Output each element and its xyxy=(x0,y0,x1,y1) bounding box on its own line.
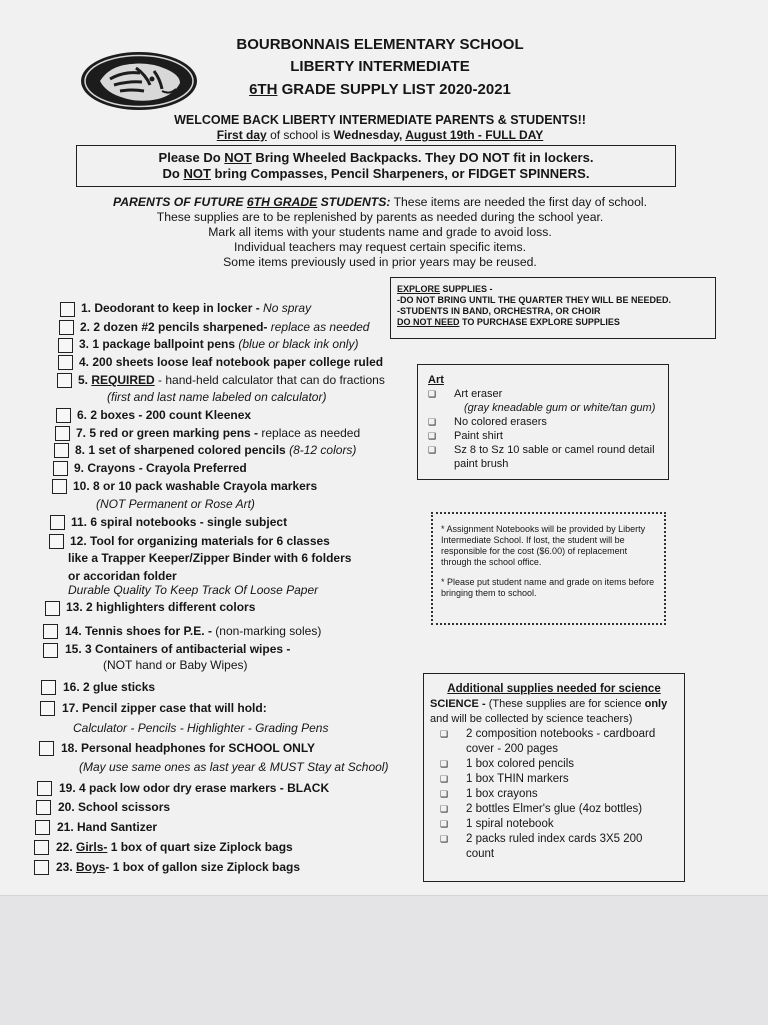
explore-line: DO NOT NEED xyxy=(397,317,460,327)
list-item-note: or accoridan folder xyxy=(68,569,177,583)
parents-lead: STUDENTS: xyxy=(317,195,391,209)
list-item: 21. Hand Santizer xyxy=(57,820,158,834)
checkbox[interactable] xyxy=(58,338,73,353)
parents-text: Individual teachers may request certain specific items. xyxy=(234,240,526,254)
warning-text: Do xyxy=(162,166,184,181)
science-supplies-box xyxy=(423,673,685,882)
warning-text: Bring Wheeled Backpacks. They DO NOT fit in lockers. xyxy=(251,150,594,165)
list-item: 15. 3 Containers of antibacterial wipes - xyxy=(65,642,291,656)
list-item-note: (first and last name labeled on calculator) xyxy=(107,390,327,404)
list-item-note: (May use same ones as last year & MUST Stay at School) xyxy=(79,760,389,774)
warning-text: Please Do xyxy=(158,150,225,165)
science-item: ❑ 1 spiral notebook xyxy=(440,818,554,830)
checkbox[interactable] xyxy=(39,741,54,756)
checkbox[interactable] xyxy=(35,820,50,835)
art-item: ❑ Sz 8 to Sz 10 sable or camel round detail xyxy=(428,444,655,456)
checkbox-bullet-icon: ❑ xyxy=(428,417,437,427)
checkbox-bullet-icon: ❑ xyxy=(440,804,449,814)
checkbox[interactable] xyxy=(43,624,58,639)
science-title: Additional supplies needed for science xyxy=(447,683,661,695)
checkbox[interactable] xyxy=(56,408,71,423)
first-day-date: August 19th - FULL DAY xyxy=(405,128,544,142)
checkbox-bullet-icon: ❑ xyxy=(440,774,449,784)
science-note: and will be collected by science teachers) xyxy=(430,713,633,725)
checkbox[interactable] xyxy=(43,643,58,658)
explore-line: -DO NOT BRING UNTIL THE QUARTER THEY WILL BE NEEDED. xyxy=(397,295,672,305)
checkbox[interactable] xyxy=(59,320,74,335)
list-item: 12. Tool for organizing materials for 6 classes xyxy=(70,534,330,548)
checkbox[interactable] xyxy=(55,426,70,441)
checkbox[interactable] xyxy=(45,601,60,616)
grade-label: 6TH xyxy=(249,81,278,98)
list-item: 23. Boys- 1 box of gallon size Ziplock bags xyxy=(56,860,301,874)
list-item-note: Calculator - Pencils - Highlighter - Grading Pens xyxy=(73,721,329,735)
checkbox[interactable] xyxy=(34,840,49,855)
warning-not: NOT xyxy=(224,150,252,165)
list-item-note: (NOT Permanent or Rose Art) xyxy=(96,497,255,511)
checkbox[interactable] xyxy=(37,781,52,796)
list-item-note: like a Trapper Keeper/Zipper Binder with 6 folders xyxy=(68,551,352,565)
checkbox[interactable] xyxy=(60,302,75,317)
checkbox-bullet-icon: ❑ xyxy=(440,819,449,829)
notes-box xyxy=(431,512,666,625)
science-item: ❑ 1 box THIN markers xyxy=(440,773,569,785)
list-item: 14. Tennis shoes for P.E. - (non-marking soles) xyxy=(65,624,322,638)
checkbox[interactable] xyxy=(54,443,69,458)
checkbox[interactable] xyxy=(49,534,64,549)
building-name: LIBERTY INTERMEDIATE xyxy=(290,58,470,75)
art-item: ❑ No colored erasers xyxy=(428,416,547,428)
science-item: count xyxy=(466,848,495,860)
checkbox[interactable] xyxy=(34,860,49,875)
checkbox-bullet-icon: ❑ xyxy=(440,759,449,769)
warning-box xyxy=(76,145,676,187)
checkbox-bullet-icon: ❑ xyxy=(440,789,449,799)
explore-title: EXPLORE xyxy=(397,284,441,294)
science-item: ❑ 1 box crayons xyxy=(440,788,538,800)
checkbox-bullet-icon: ❑ xyxy=(440,729,449,739)
list-item: 10. 8 or 10 pack washable Crayola markers xyxy=(73,479,318,493)
checkbox-bullet-icon: ❑ xyxy=(428,431,437,441)
science-note: (These supplies are for science xyxy=(488,698,645,710)
list-item: 16. 2 glue sticks xyxy=(63,680,156,694)
parents-text: Some items previously used in prior years may be reused. xyxy=(223,255,537,269)
checkbox-bullet-icon: ❑ xyxy=(428,389,437,399)
art-item: ❑ Paint shirt xyxy=(428,430,503,442)
table-surface xyxy=(0,895,768,1025)
list-title-text: GRADE SUPPLY LIST 2020-2021 xyxy=(281,81,511,98)
art-item: paint brush xyxy=(454,458,509,470)
checkbox[interactable] xyxy=(52,479,67,494)
list-item: 18. Personal headphones for SCHOOL ONLY xyxy=(61,741,316,755)
science-item: cover - 200 pages xyxy=(466,743,559,755)
parents-lead: PARENTS OF FUTURE xyxy=(113,195,247,209)
explore-supplies-box xyxy=(390,277,716,339)
warning-line-2 xyxy=(77,166,675,182)
first-day-label: First day xyxy=(216,128,267,142)
list-item: 6. 2 boxes - 200 count Kleenex xyxy=(77,408,252,422)
science-item: ❑ 2 bottles Elmer's glue (4oz bottles) xyxy=(440,803,643,815)
list-item: 2. 2 dozen #2 pencils sharpened- replace as needed xyxy=(80,320,370,334)
science-item: ❑ 2 composition notebooks - cardboard xyxy=(440,728,656,740)
checkbox[interactable] xyxy=(40,701,55,716)
checkbox-bullet-icon: ❑ xyxy=(440,834,449,844)
parents-grade: 6TH GRADE xyxy=(246,195,318,209)
checkbox[interactable] xyxy=(58,355,73,370)
list-item: 17. Pencil zipper case that will hold: xyxy=(62,701,267,715)
list-item: 19. 4 pack low odor dry erase markers - BLACK xyxy=(59,781,330,795)
science-item: ❑ 2 packs ruled index cards 3X5 200 xyxy=(440,833,643,845)
list-item: 13. 2 highlighters different colors xyxy=(66,600,256,614)
science-only: only xyxy=(644,698,668,710)
list-item: 3. 1 package ballpoint pens (blue or black ink only) xyxy=(79,337,359,351)
first-day-weekday: Wednesday, xyxy=(333,128,406,142)
list-item: 4. 200 sheets loose leaf notebook paper college ruled xyxy=(79,355,384,369)
list-item: 8. 1 set of sharpened colored pencils (8-12 colors) xyxy=(75,443,357,457)
list-item: 7. 5 red or green marking pens - replace as needed xyxy=(76,426,361,440)
checkbox[interactable] xyxy=(36,800,51,815)
parents-text: Mark all items with your students name and grade to avoid loss. xyxy=(208,225,552,239)
checkbox[interactable] xyxy=(41,680,56,695)
art-supplies-box xyxy=(417,364,669,480)
warning-line-1 xyxy=(77,150,675,166)
list-item: 5. REQUIRED - hand-held calculator that can do fractions xyxy=(78,373,385,387)
list-item: 20. School scissors xyxy=(58,800,171,814)
list-item: 9. Crayons - Crayola Preferred xyxy=(74,461,247,475)
warning-text: bring Compasses, Pencil Sharpeners, or FIDGET SPINNERS. xyxy=(210,166,590,181)
explore-line: -STUDENTS IN BAND, ORCHESTRA, OR CHOIR xyxy=(397,306,601,316)
list-item: 22. Girls- 1 box of quart size Ziplock bags xyxy=(56,840,293,854)
parents-notice xyxy=(80,195,680,270)
list-title xyxy=(80,81,680,98)
welcome-line: WELCOME BACK LIBERTY INTERMEDIATE PARENTS & STUDENTS!! xyxy=(174,113,586,127)
list-item: 11. 6 spiral notebooks - single subject xyxy=(71,515,288,529)
explore-title: SUPPLIES - xyxy=(440,284,493,294)
checkbox-bullet-icon: ❑ xyxy=(428,445,437,455)
list-item-note: Durable Quality To Keep Track Of Loose Paper xyxy=(68,583,319,597)
parents-text: These supplies are to be replenished by parents as needed during the school year. xyxy=(156,210,604,224)
art-title: Art xyxy=(428,374,444,386)
warning-not: NOT xyxy=(183,166,211,181)
first-day-text: of school is xyxy=(266,128,334,142)
science-label: SCIENCE - xyxy=(430,698,489,710)
art-item-note: (gray kneadable gum or white/tan gum) xyxy=(464,402,656,414)
art-item: ❑ Art eraser xyxy=(428,388,503,400)
parents-text: These items are needed the first day of school. xyxy=(390,195,647,209)
note-assignment-notebooks: * Assignment Notebooks will be provided by Liberty Intermediate School. If lost, the student will be responsible for the cost ($6.00) of replacement through the school office. xyxy=(441,524,646,567)
first-day-line xyxy=(80,128,680,142)
checkbox[interactable] xyxy=(57,373,72,388)
science-item: ❑ 1 box colored pencils xyxy=(440,758,575,770)
list-item: 1. Deodorant to keep in locker - No spray xyxy=(81,301,312,315)
explore-line: TO PURCHASE EXPLORE SUPPLIES xyxy=(459,317,620,327)
list-item-note: (NOT hand or Baby Wipes) xyxy=(103,658,248,672)
school-name: BOURBONNAIS ELEMENTARY SCHOOL xyxy=(236,36,524,53)
note-label-items: * Please put student name and grade on items before bringing them to school. xyxy=(441,577,655,598)
checkbox[interactable] xyxy=(53,461,68,476)
checkbox[interactable] xyxy=(50,515,65,530)
